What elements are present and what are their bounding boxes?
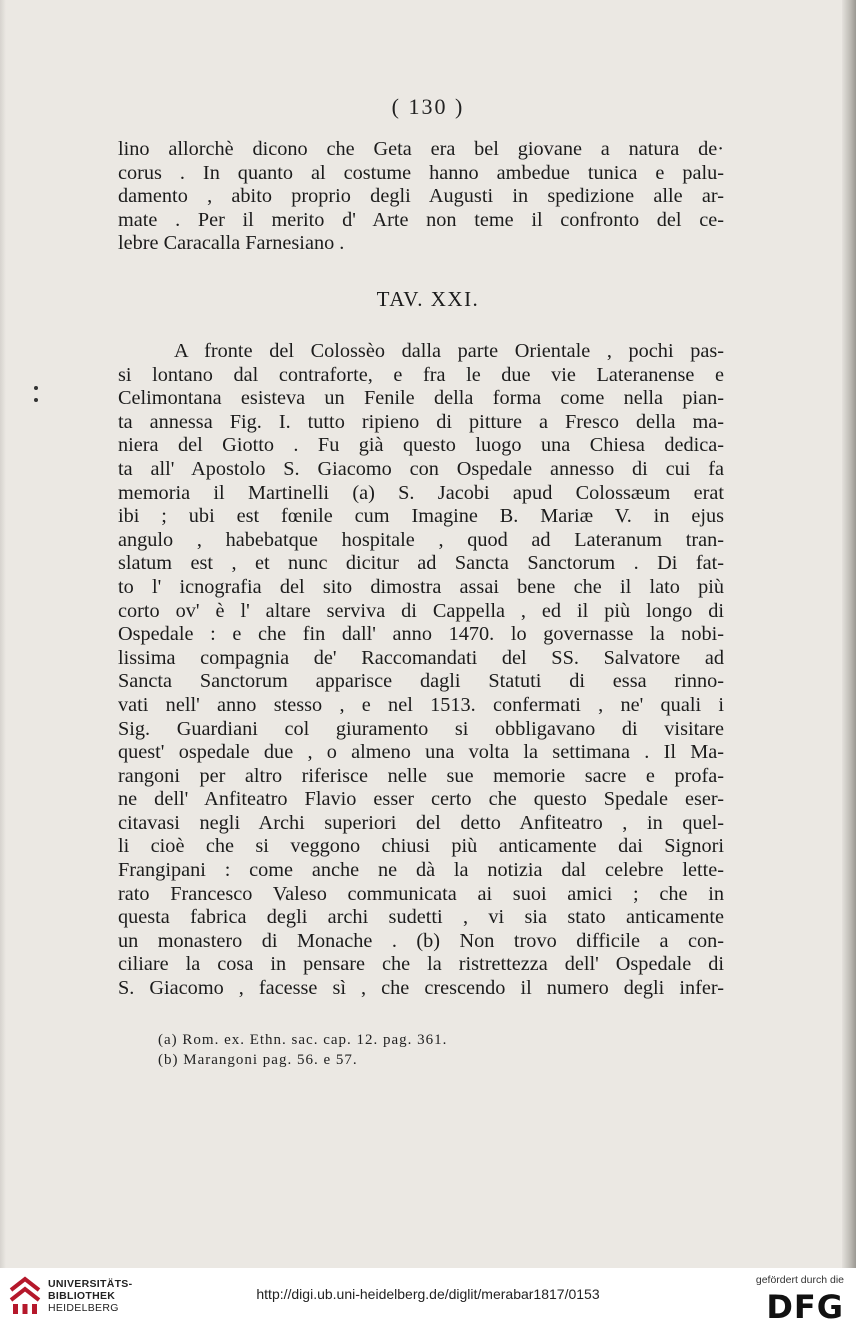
page-right-edge [842, 0, 856, 1268]
text-line: questa fabrica degli archi sudetti , vi sia stato anticamente [118, 906, 724, 929]
text-line: mate . Per il merito d' Arte non teme il confronto del ce- [118, 208, 724, 231]
text-line: angulo , habebatque hospitale , quod ad Lateranum tran- [118, 528, 724, 551]
library-name-line: HEIDELBERG [48, 1302, 119, 1314]
text-line: to l' icnografia del sito dimostra assai bene che il lato più [118, 575, 724, 598]
dfg-logo[interactable]: DFG [766, 1288, 844, 1326]
text-line: Sig. Guardiani col giuramento si obbligavano di visitare [118, 717, 724, 740]
page-left-edge [0, 0, 6, 1268]
text-line: S. Giacomo , facesse sì , che crescendo il numero degli infer- [118, 977, 724, 1000]
text-line: rangoni per altro riferisce nelle sue memorie sacre e profa- [118, 764, 724, 787]
text-line: Frangipani : come anche ne dà la notizia dal celebre lette- [118, 859, 724, 882]
footnote: (b) Marangoni pag. 56. e 57. [158, 1052, 358, 1068]
text-line: ibi ; ubi est fœnile cum Imagine B. Mariæ V. in ejus [118, 505, 724, 528]
text-line: rato Francesco Valeso communicata ai suoi amici ; che in [118, 882, 724, 905]
text-line: li cioè che si veggono chiusi più anticamente dai Signori [118, 835, 724, 858]
text-line: ta annessa Fig. I. tutto ripieno di pitture a Fresco della ma- [118, 410, 724, 433]
text-line: Sancta Sanctorum apparisce dagli Statuti di essa rinno- [118, 670, 724, 693]
paragraph-continued [118, 138, 724, 256]
text-line: ne dell' Anfiteatro Flavio esser certo che questo Spedale eser- [118, 788, 724, 811]
margin-mark [34, 386, 38, 390]
plate-heading: TAV. XXI. [376, 287, 480, 311]
library-name-line: UNIVERSITÄTS- [48, 1278, 133, 1290]
funding-label: gefördert durch die [755, 1274, 844, 1286]
text-line: citavasi negli Archi superiori del detto Anfiteatro , in quel- [118, 811, 724, 834]
text-line: slatum est , et nunc dicitur ad Sancta Sanctorum . Di fat- [118, 552, 724, 575]
text-line: si lontano dal contraforte, e fra le due vie Lateranense e [118, 363, 724, 386]
text-line: ta all' Apostolo S. Giacomo con Ospedale annesso di cui fa [118, 457, 724, 480]
text-line: ciliare la cosa in pensare che la ristrettezza dell' Ospedale di [118, 953, 724, 976]
text-line: Ospedale : e che fin dall' anno 1470. lo governasse la nobi- [118, 623, 724, 646]
permalink[interactable]: http://digi.ub.uni-heidelberg.de/diglit/merabar1817/0153 [256, 1286, 600, 1302]
text-line: niera del Giotto . Fu già questo luogo una Chiesa dedica- [118, 434, 724, 457]
text-line: vati nell' anno stesso , e nel 1513. confermati , ne' quali i [118, 693, 724, 716]
text-line: quest' ospedale due , o almeno una volta la settimana . Il Ma- [118, 741, 724, 764]
library-name-line: BIBLIOTHEK [48, 1290, 116, 1302]
text-line: lebre Caracalla Farnesiano . [118, 232, 345, 255]
text-line: corus . In quanto al costume hanno ambedue tunica e palu- [118, 161, 724, 184]
paragraph-tav-xxi [118, 340, 724, 1001]
text-line: damento , abito proprio degli Augusti in spedizione alle ar- [118, 185, 724, 208]
page-number: ( 130 ) [391, 94, 465, 119]
footnote: (a) Rom. ex. Ethn. sac. cap. 12. pag. 361. [158, 1032, 448, 1048]
text-line: A fronte del Colossèo dalla parte Orientale , pochi pas- [174, 340, 724, 362]
footnotes [158, 1030, 447, 1070]
text-line: un monastero di Monache . (b) Non trovo difficile a con- [118, 929, 724, 952]
text-line: Celimontana esisteva un Fenile della forma come nella pian- [118, 387, 724, 410]
margin-mark [34, 398, 38, 402]
viewer-footer [0, 1268, 856, 1325]
text-line: memoria il Martinelli (a) S. Jacobi apud Colossæum erat [118, 481, 724, 504]
text-line: lissima compagnia de' Raccomandati del SS. Salvatore ad [118, 646, 724, 669]
text-line: corto ov' è l' altare serviva di Cappella , ed il più longo di [118, 599, 724, 622]
text-line: lino allorchè dicono che Geta era bel giovane a natura de· [118, 138, 724, 160]
